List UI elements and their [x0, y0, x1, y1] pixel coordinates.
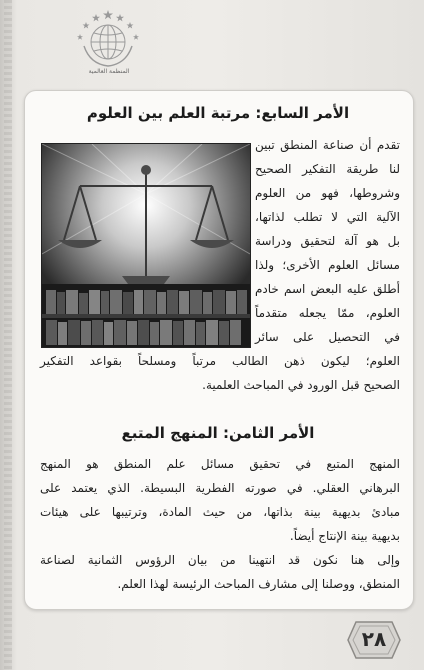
text-line: البرهاني العقلي. في صورته الفطرية البسيطة. الذي يعتمد على: [40, 481, 400, 495]
scales-of-justice-image: [41, 143, 251, 348]
text-line: أطلق عليه البعض اسم خادم: [255, 282, 400, 296]
text-line: مسائل العلوم الأخرى؛ ولذا: [255, 258, 400, 272]
text-line: بل هو آلة لتحقيق ودراسة: [255, 234, 400, 248]
text-line: مبادئ بديهية بينة بذاتها، من حيث المادة، وترتيبها على هيئات: [40, 505, 400, 519]
section-7-side-text: [255, 133, 400, 349]
binding-edge: [4, 0, 12, 670]
text-line: في التحصيل على سائر: [255, 330, 400, 344]
text-line: لنا طريقة التفكير الصحيح: [255, 162, 400, 176]
text-line: المنهج المتبع في تحقيق مسائل علم المنطق هو المنهج: [40, 457, 400, 471]
section-8-title: الأمر الثامن: المنهج المتبع: [121, 424, 315, 442]
text-line: بديهية بينة الإنتاج أيضاً.: [289, 529, 400, 543]
section-8-body: [40, 452, 400, 548]
closing-paragraph: [40, 548, 400, 596]
page-number: ٢٨: [361, 627, 387, 651]
text-line: المنطق، ووصلنا إلى مشارف المباحث الرئيسة لهذا العلم.: [117, 577, 400, 591]
text-line: الصحيح قبل الورود في المباحث العلمية.: [202, 378, 400, 392]
section-7-continued: [40, 349, 400, 397]
text-line: وشروطها، فهو من العلوم: [255, 186, 400, 200]
section-7-title: الأمر السابع: مرتبة العلم بين العلوم: [86, 104, 350, 122]
text-line: العلوم؛ ليكون ذهن الطالب مرتباً ومسلحاً بقواعد التفكير: [40, 354, 400, 368]
logo-caption: المنظمة العالمية: [88, 68, 130, 75]
text-line: الآلية التي لا تطلب لذاتها،: [255, 210, 400, 224]
text-line: العلوم، ممّا يجعله متقدماً: [255, 306, 400, 320]
text-line: تقدم أن صناعة المنطق تبين: [255, 138, 400, 152]
text-line: وإلى هنا نكون قد انتهينا من بيان الرؤوس الثمانية لصناعة: [40, 553, 400, 567]
